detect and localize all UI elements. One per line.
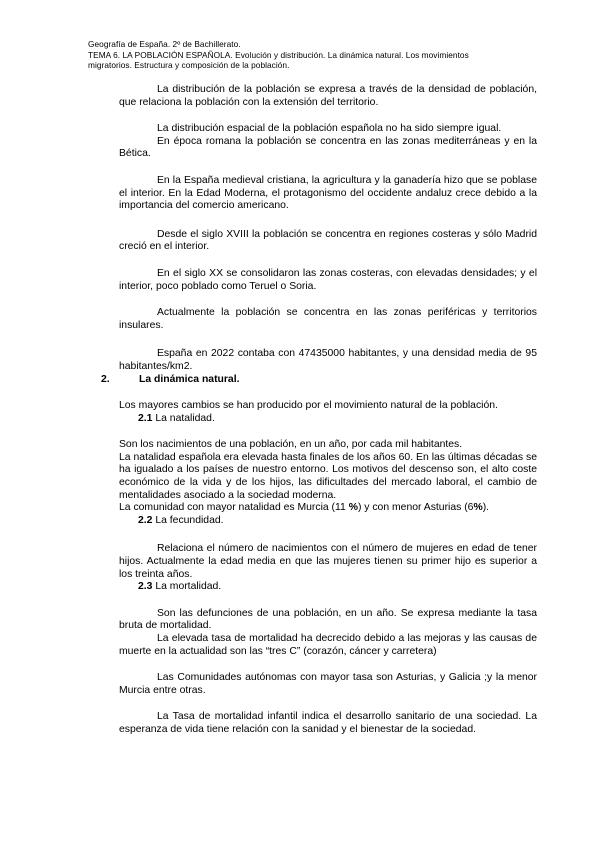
paragraph-mortalidad-comunidades: Las Comunidades autónomas con mayor tasa son Asturias, y Galicia ;y la menor Murcia entre otras. (119, 672, 537, 696)
section-title: La dinámica natural. (139, 373, 240, 385)
paragraph-natalidad-comunidades: La comunidad con mayor natalidad es Murcia (11 %) y con menor Asturias (6%). (119, 502, 490, 514)
paragraph-densidad: La distribución de la población se expresa a través de la densidad de población, que relaciona la población con la extensión del territorio. (119, 84, 537, 108)
paragraph-mortalidad-infantil: La Tasa de mortalidad infantil indica el desarrollo sanitario de una sociedad. La esperanza de vida tiene relación con la sanidad y el bienestar de la sociedad. (119, 711, 537, 735)
page-header (88, 39, 548, 71)
section-intro: Los mayores cambios se han producido por el movimiento natural de la población. (119, 400, 498, 412)
paragraph-siglo-xx: En el siglo XX se consolidaron las zonas costeras, con elevadas densidades; y el interior, poco poblado como Teruel o Soria. (119, 267, 537, 292)
header-course: Geografía de España. 2º de Bachillerato. (88, 39, 241, 49)
paragraph-distribucion: La distribución espacial de la población española no ha sido siempre igual. (157, 123, 502, 135)
paragraph-fecundidad: Relaciona el número de nacimientos con el número de mujeres en edad de tener hijos. Actualmente la edad media en que las mujeres tienen su primer hijo es superior a los treinta años. (119, 543, 537, 580)
document-body (101, 84, 537, 737)
subsection-number: 2.3 (138, 581, 153, 593)
paragraph-espana-medieval: En la España medieval cristiana, la agricultura y la ganadería hizo que se poblase el interior. En la Edad Moderna, el protagonismo del occidente andaluz crece debido a la importancia del comercio americano. (119, 174, 537, 212)
subsection-title: La fecundidad. (155, 514, 224, 526)
paragraph-natalidad-def: Son los nacimientos de una población, en un año, por cada mil habitantes. (119, 439, 463, 451)
paragraph-espana-2022: España en 2022 contaba con 47435000 habitantes, y una densidad media de 95 habitantes/km2. (119, 348, 537, 372)
subsection-number: 2.1 (138, 412, 153, 424)
subsection-number: 2.2 (138, 514, 153, 526)
section-heading (101, 374, 537, 387)
header-topic-cont: migratorios. Estructura y composición de la población. (88, 60, 290, 70)
header-topic: TEMA 6. LA POBLACIÓN ESPAÑOLA. Evolución y distribución. La dinámica natural. Los movimientos (88, 49, 469, 60)
paragraph-natalidad-evolucion: La natalidad española era elevada hasta finales de los años 60. En las últimas décadas se ha igualado a los países de nuestro entorno. Los motivos del descenso son, el alto coste económico de la vida y de los hijos, las dificultades del mercado laboral, el cambio de mentalidades asociado a la sociedad moderna. (119, 451, 537, 501)
paragraph-mortalidad-tasa: La elevada tasa de mortalidad ha decrecido debido a las mejoras y las causas de muerte en la actualidad son las “tres C” (corazón, cáncer y carretera) (119, 633, 537, 657)
paragraph-actualmente: Actualmente la población se concentra en las zonas periféricas y territorios insulares. (119, 307, 537, 331)
subsection-natalidad-heading (119, 413, 537, 426)
subsection-title: La mortalidad. (155, 581, 222, 593)
subsection-fecundidad-heading (119, 515, 537, 528)
paragraph-siglo-xviii: Desde el siglo XVIII la población se concentra en regiones costeras y sólo Madrid creció en el interior. (119, 228, 537, 253)
subsection-title: La natalidad. (155, 412, 215, 424)
section-number: 2. (101, 373, 110, 385)
subsection-mortalidad-heading (119, 581, 537, 594)
paragraph-mortalidad-def: Son las defunciones de una población, en un año. Se expresa mediante la tasa bruta de mortalidad. (119, 607, 537, 632)
paragraph-epoca-romana: En época romana la población se concentra en las zonas mediterráneas y en la Bética. (119, 135, 537, 160)
